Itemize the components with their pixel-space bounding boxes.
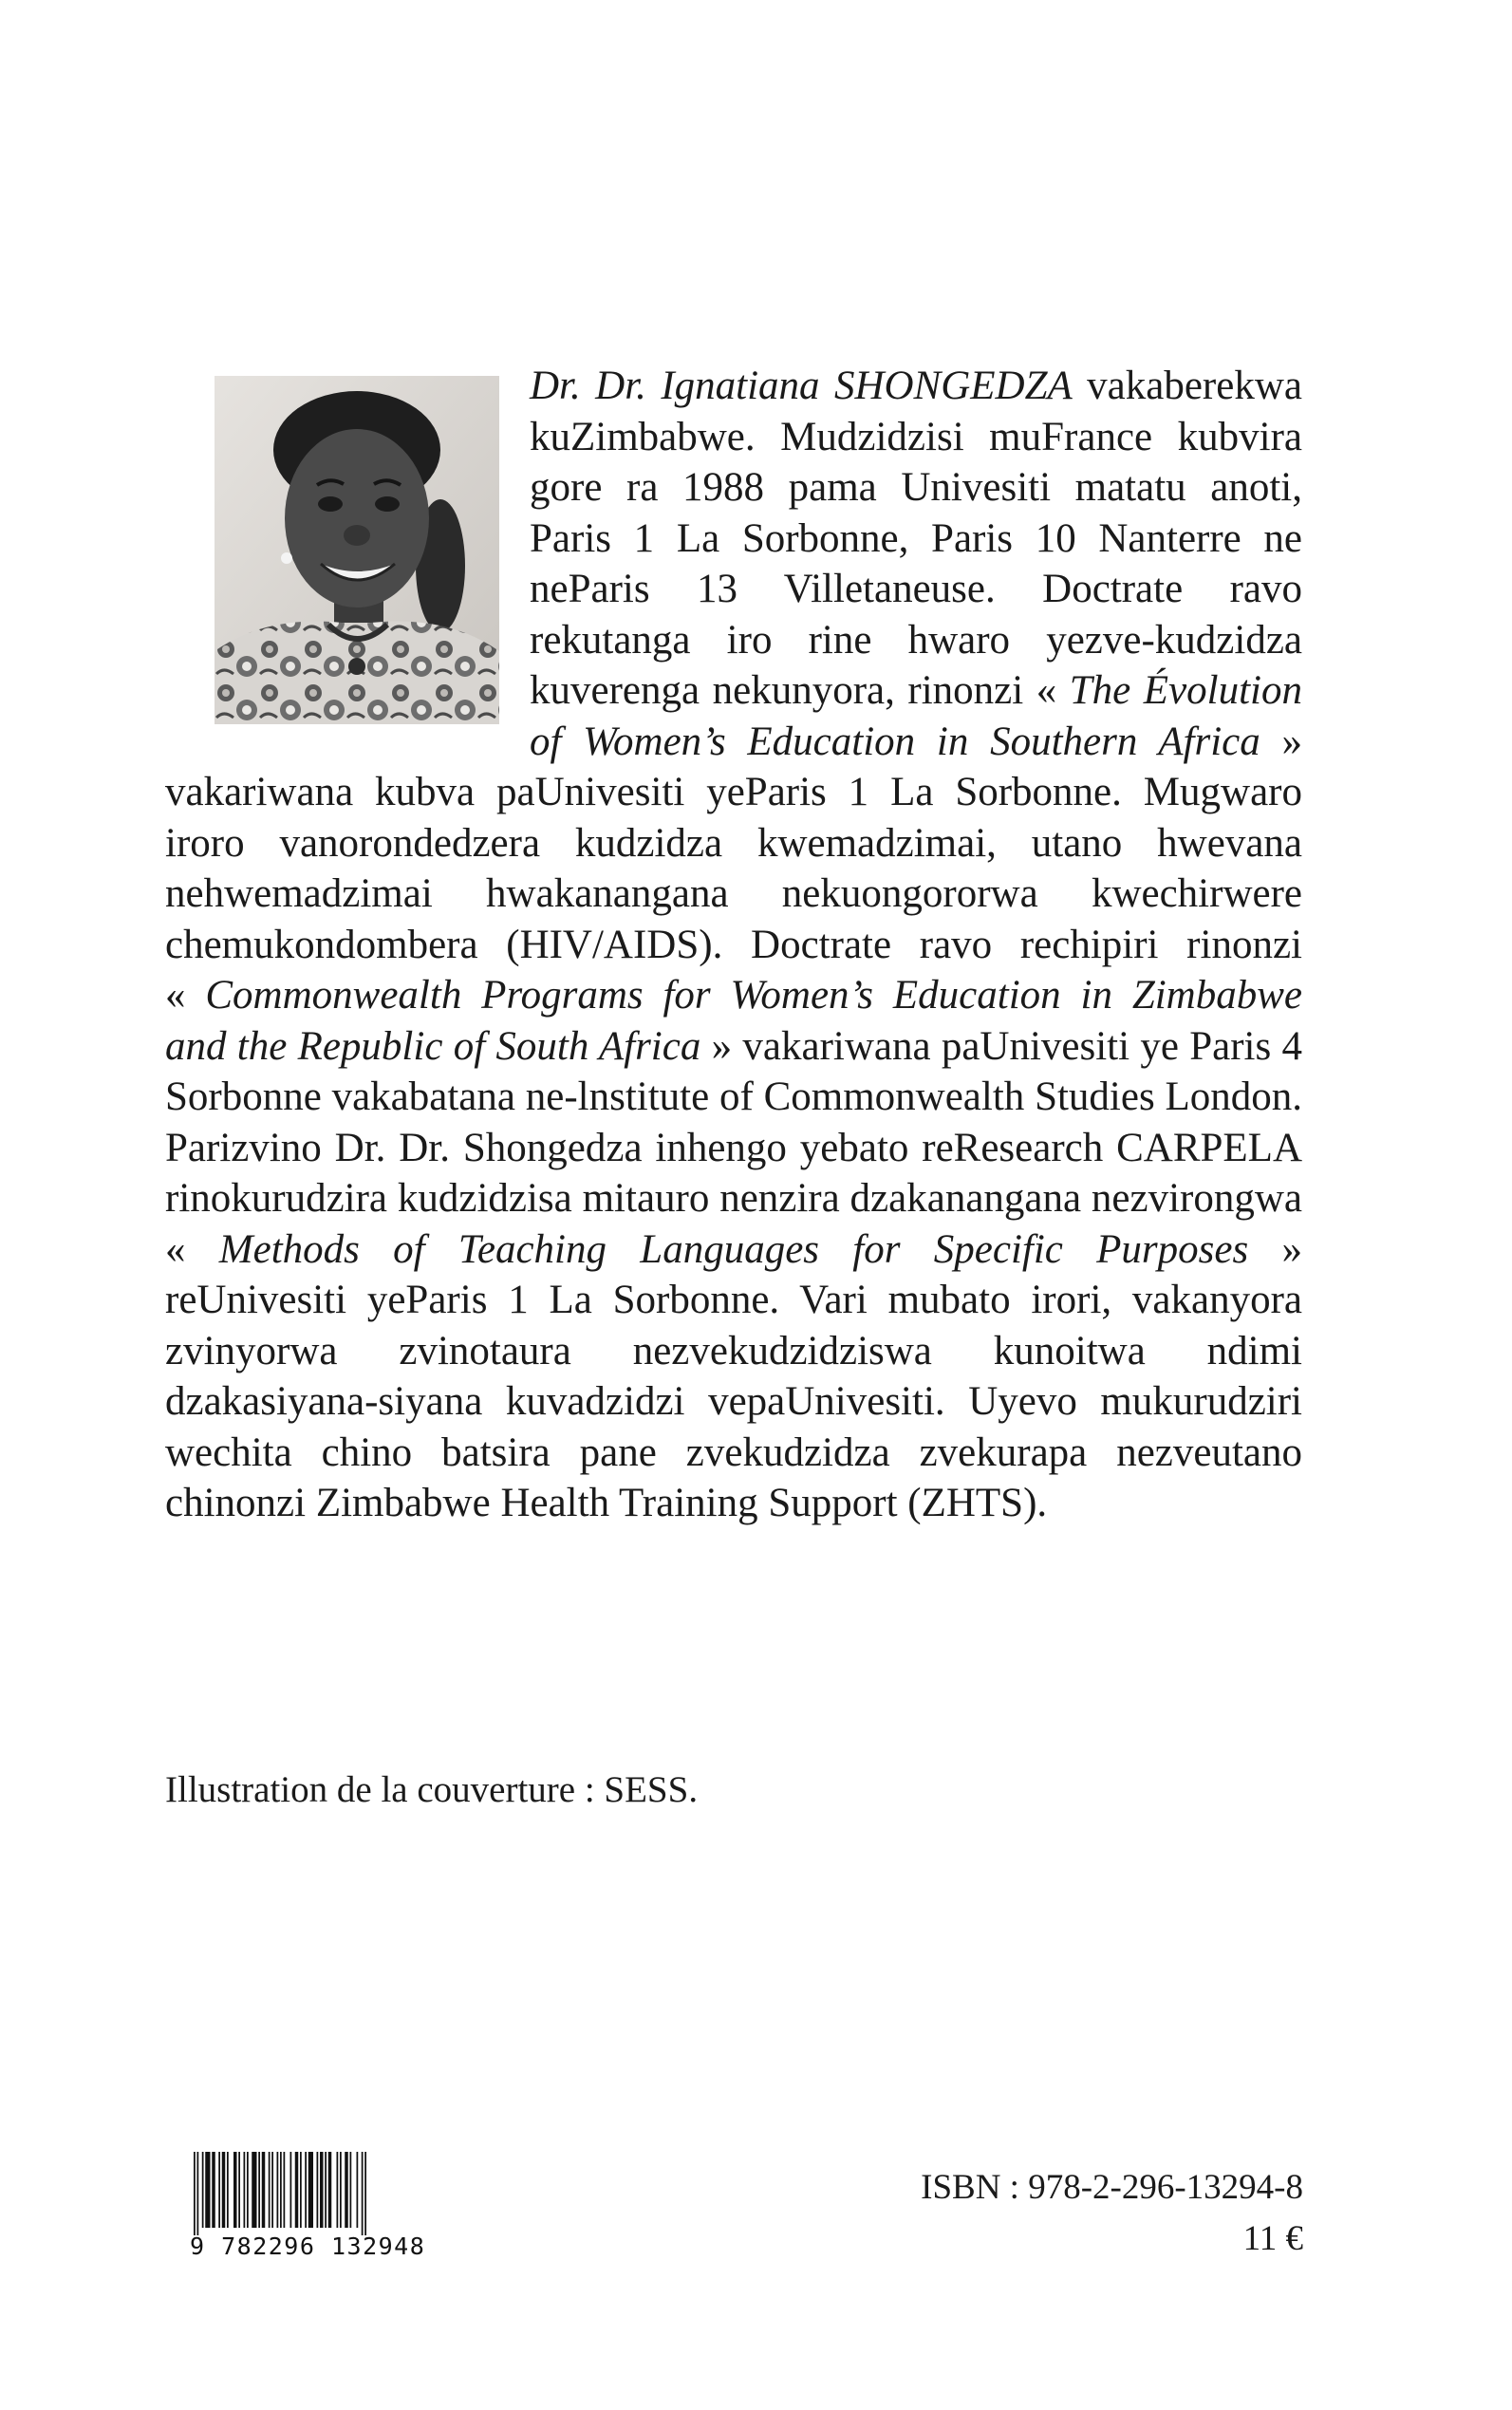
author-photo [215,376,499,724]
thesis-title-2: Commonwealth Programs for Women’s Education in Zimbabwe and the Republic of South Africa [165,973,1303,1069]
bio-text-part-2: » vakariwana kubva paUnivesiti yeParis 1 La Sorbonne. Mugwaro iroro vanorondedzera kudzidza kwemadzimai, utano hwevana nehwemadzimai hwakanangana nekuongororwa kwechirwere chemukondombera (HIV/AIDS). Doctrate ravo rechipiri rinonzi « [165,719,1302,1018]
author-portrait-image [215,376,499,724]
author-biography [165,361,1302,1529]
bio-text-part-3: » vakariwana paUnivesiti ye Paris 4 Sorbonne vakabatana ne-lnstitute of Commonwealth Studies London. Parizvino Dr. Dr. Shongedza inhengo yebato reResearch CARPELA rinokurudzira kudzidzisa mitauro nenzira dzakanangana nezvirongwa « [165,1023,1302,1272]
barcode-digits: 9 782296 132948 [190,2233,426,2260]
author-name: Dr. Dr. Ignatiana SHONGEDZA [530,364,1073,408]
thesis-title-1: The Évolution of Women’s Education in Southern Africa [530,668,1302,764]
barcode-bars [190,2152,440,2235]
cover-illustration-credit: Illustration de la couverture : SESS. [165,1769,699,1810]
isbn: ISBN : 978-2-296-13294-8 [921,2168,1303,2207]
price: 11 € [1242,2219,1303,2258]
bio-text-part-4: » reUnivesiti yeParis 1 La Sorbonne. Vari mubato irori, vakanyora zvinyorwa zvinotaura nezvekudzidziswa kunoitwa ndimi dzakasiyana-siyana kuvadzidzi vepaUnivesiti. Uyevo mukurudziri wechita chino batsira pane zvekudzidza zvekurapa nezveutano chinonzi Zimbabwe Health Training Support (ZHTS). [165,1226,1303,1525]
program-title: Methods of Teaching Languages for Specific Purposes [218,1226,1249,1272]
bio-text-part-1: vakaberekwa kuZimbabwe. Mudzidzisi muFrance kubvira gore ra 1988 pama Univesiti matatu anoti, Paris 1 La Sorbonne, Paris 10 Nanterre ne neParis 13 Villetaneuse. Doctrate ravo rekutanga iro rine hwaro yezve-kudzidza kuverenga nekunyora, rinonzi « [530,364,1302,713]
